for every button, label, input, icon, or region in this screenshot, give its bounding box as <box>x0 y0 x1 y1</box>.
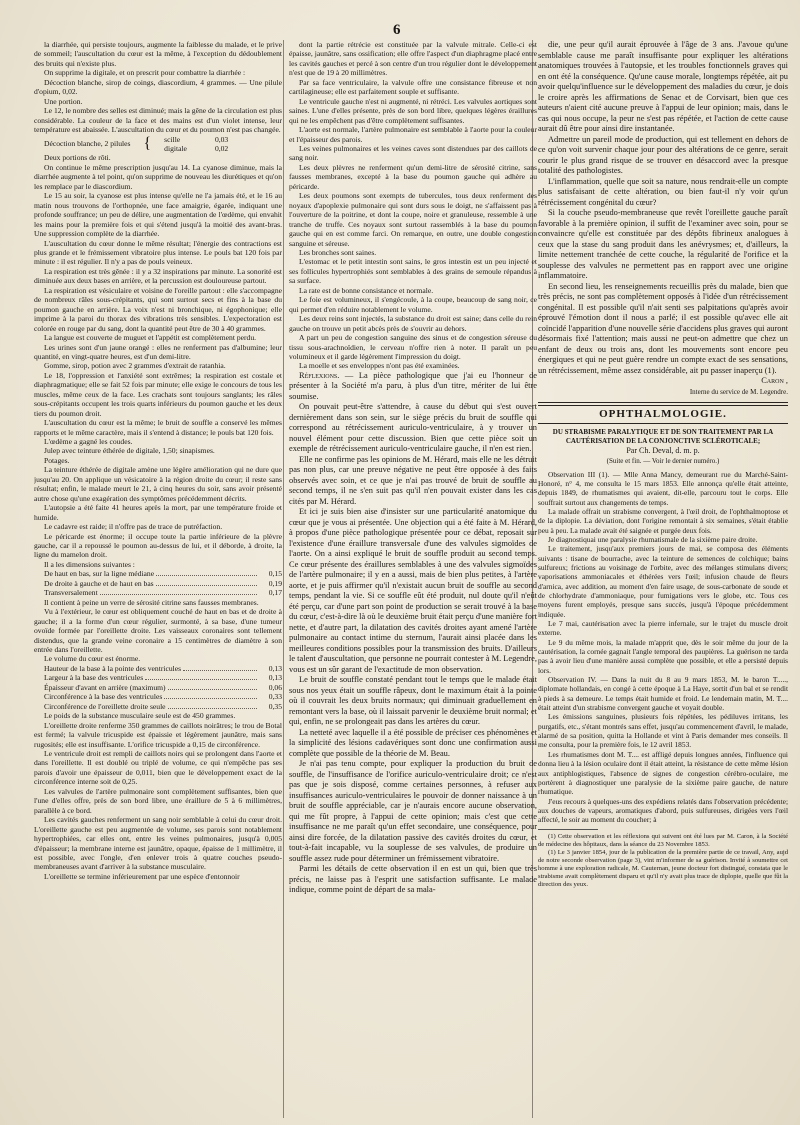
dimension-value: 0,15 <box>268 569 282 579</box>
reflexions-paragraph <box>289 371 537 403</box>
paragraph: dont la partie rétrécie est constituée par la valvule mitrale. Celle-ci est épaisse, jaunâtre, sans ossification; elle offre l'aspect d'un diaphragme placé entre les cavités gauches et percé à son centre d'un trou régulier dont le développement n'est que de 19 à 20 millimètres. <box>289 40 537 78</box>
reflexions-section <box>289 371 537 896</box>
paragraph: La rate est de bonne consistance et normale. <box>299 285 434 295</box>
paragraph-group <box>34 106 282 134</box>
paragraph-group <box>34 598 282 664</box>
prescription: Deux portions de rôti. <box>44 153 111 163</box>
article-note: (Suite et fin. — Voir le dernier numéro.) <box>606 457 720 465</box>
paragraph: (1) Le 3 janvier 1854, jour de la publication de la première partie de ce travail, Any, aujd de notre seconde observation (page 3), vint m'informer de sa guérison. Invité à soumettre cet homme à une exploration radicale, M. Cauternan, jeune docteur fort distingué, constata que le strabisme avait complètement disparu et qu'il n'y avait plus trace de diplopie, quelle que fût la direction des yeux. <box>538 848 788 889</box>
paragraph-group <box>538 40 788 376</box>
paragraph: Et ici je suis bien aise d'insister sur une particularité anatomique du cœur que je vous ai présentée. Une objection qui a été faite à M. Hérard, à propos d'une pièce pathologique présentée pour ce débat, reposait sur l'existence d'une éraillure transversale d'une des valvules sigmoïdes de l'aorte. On a ainsi expliqué le bruit de souffle produit au second temps. Ce cœur présente des éraillures semblables à une des valvules sigmoïdes de l'artère pulmonaire; il y en a aussi, mais de bien plus petites, à l'artère aorte, et je puis affirmer qu'il n'existait aucun bruit de souffle au second temps, pendant la vie. Si ce souffle eût été produit, nul doute qu'il n'eût été perçu, car d'une part son point de production se serait trouvé à la base du cœur, c'est-à-dire là où le deuxième bruit était perçu d'une manière fort nette, et d'autre part, la dilatation des cavités droites ayant amené l'artère pulmonaire au contact intime du sternum, l'aurait ainsi placée dans les meilleures conditions possibles pour la transmission des bruits. D'ailleurs le talent d'auscultation, que personne ne pourrait contester à M. Legendre, vous est un sûr garant de l'exactitude de mon observation. <box>289 507 537 674</box>
paragraph: Gomme, sirop, potion avec 2 grammes d'extrait de ratanhia. <box>44 361 226 371</box>
prescription: Une portion. <box>44 96 83 106</box>
paragraph-group <box>34 40 282 78</box>
prescription: Décoction blanche, sirop de coings, diascordium, 4 grammes. — Une pilule d'opium, 0,02. <box>34 77 282 97</box>
dimension-row <box>34 664 282 673</box>
paragraph: la diarrhée, qui persiste toujours, augmente la faiblesse du malade, et le prive de sommeil; l'auscultation du cœur est la même, à l'exception du dédoublement des bruits qui n'existe plus. <box>34 40 282 68</box>
signature-title: Interne du service de M. Legendre. <box>689 387 788 396</box>
paragraph: On continue le même prescription jusqu'au 14. La cyanose diminue, mais la diarrhée augmente à tel point, qu'on supprime de nouveau les diurétiques et qu'on les remplace par le diascordium. <box>34 162 282 191</box>
dimension-label: Circonférence à la base des ventricules <box>44 692 163 702</box>
dose-value: 0,03 <box>214 134 229 144</box>
paragraph: L'estomac et le petit intestin sont sains, le gros intestin est un peu injecté et ses follicules hypertrophiés sont semblables à des grains de semoule répandus à sa surface. <box>289 257 537 286</box>
paragraph: (1) Cette observation et les réflexions qui suivent ont été lues par M. Caron, à la Société de médecine des hôpitaux, dans la séance du 23 Novembre 1853. <box>538 832 788 848</box>
dimension-row <box>34 673 282 682</box>
paragraph: J'eus recours à quelques-uns des expédiens relatés dans l'observation précédente; aux douches de vapeurs, aromatiques d'abord, puis sulfureuses, dirigées vers l'œil affecté, le soir au moment du coucher; à <box>538 796 788 825</box>
paragraph: La langue est couverte de muguet et l'appétit est complètement perdu. <box>44 333 257 343</box>
section-rule <box>538 402 788 406</box>
paragraph: Les deux plèvres ne renferment qu'un demi-litre de sérosité citrine, sans fausses membranes, excepté à la base du poumon gauche qui adhère au péricarde. <box>289 162 537 191</box>
dose-value: 0,02 <box>214 143 229 153</box>
paragraph: Le péricarde est énorme; il occupe toute la partie inférieure de la plèvre gauche, car il a repoussé le poumon au-dessus de lui, et il déborde, à droite, la ligne du mamelon droit. <box>34 531 282 560</box>
paragraph-group <box>34 711 282 881</box>
brace: { <box>143 134 152 152</box>
paragraph: L'auscultation du cœur est la même; le bruit de souffle a conservé les mêmes rapports et le même caractère, mais il s'entend à distance; le pouls bat 120 fois. <box>34 418 282 437</box>
paragraph: Par sa face ventriculaire, la valvule offre une consistance fibreuse et non cartilagineuse; elle est parfaitement souple et suffisante. <box>289 77 537 97</box>
paragraph: Le 15 au soir, la cyanose est plus intense qu'elle ne l'a jamais été, et le 16 au matin nous trouvons de l'orthopnée, une face amaigrie, égarée, indiquant une profonde souffrance; un peu de délire, une augmentation de l'œdème, qui envahit les mains pour la première fois et qui s'étend jusqu'à la moitié des avant-bras. Une suppression complète de la diarrhée. <box>34 191 282 239</box>
dimension-value: 0,19 <box>268 578 282 588</box>
dimension-value: 0,13 <box>268 663 282 673</box>
paragraph: Admettre un pareil mode de production, qui est tellement en dehors de ce qu'on voit survenir chaque jour pour des altérations de ce genre, serait courir le plus grand risque de se trouver en désaccord avec la presque totalité des pathologistes. <box>538 134 788 175</box>
dimension-label: Épaisseur d'avant en arrière (maximum) <box>44 682 166 692</box>
paragraph: Le 12, le nombre des selles est diminué; mais la gêne de la circulation est plus considérable. La couleur de la face et des mains est d'un violet intense, leur température est abaissée. L'auscultation du cœur et du poumon n'est pas changée. <box>34 106 282 135</box>
paragraph: Les émissions sanguines, plusieurs fois répétées, les pédiluves irritans, les purgatifs, etc., s'étant montrés sans effet, jusqu'au commencement d'avril, le malade, alarmé de sa position, quitta la Hollande et vint à Paris demander mes conseils. Il me consulta, pour la première fois, le 12 avril 1853. <box>538 712 788 750</box>
paragraph: Les deux reins sont injectés, la substance du droit est saine; dans celle du rein gauche on trouve un petit abcès près de s'ouvrir au dehors. <box>289 314 537 333</box>
dot-leader <box>100 594 257 595</box>
page-number: 6 <box>393 22 401 38</box>
paragraph: Le bruit de souffle constaté pendant tout le temps que le malade était sous nos yeux était un souffle râpeux, dont le maximum était à la pointe où il couvrait les deux bruits normaux; qui diminuait graduellement en remontant vers la base, où il laissait parvenir le deuxième bruit normal; et qui, enfin, ne se prolongeait pas dans les artères du cœur. <box>289 675 537 727</box>
reflexions-text: — La pièce pathologique que j'ai eu l'honneur de présenter à la Société m'a paru, à plus d'un titre, mériter de lui être soumise. <box>289 370 537 401</box>
paragraph: Le foie est volumineux, il s'engécoule, à la coupe, beaucoup de sang noir, ce qui permet d'en réduire notablement le volume. <box>289 295 537 314</box>
paragraph: Observation IV. — Dans la nuit du 8 au 9 mars 1853, M. le baron T....., diplomate hollandais, en congé à cette époque à La Haye, sortit d'un bal et se rendit à pieds à sa demeure. Le temps était humide et froid. Le lendemain matin, M. T.... était atteint d'un strabisme convergent gauche et voyait double. <box>538 675 788 713</box>
dimension-label: Hauteur de la base à la pointe des ventricules <box>44 663 182 673</box>
column-2 <box>289 40 537 1118</box>
paragraph: L'oreillette droite renferme 350 grammes de caillots noirâtres; le trou de Botal est fermé; la valvule tricuspide est épaissie et légèrement jaunâtre, mais sans rugosités; elle est insuffisante. L'orifice tricuspide a 0,15 de circonférence. <box>34 720 282 749</box>
paragraph: Le volume du cœur est énorme. <box>44 654 141 664</box>
dimension-label: De haut en bas, sur la ligne médiane <box>44 569 155 579</box>
paragraph: L'aorte est normale, l'artère pulmonaire est semblable à l'aorte pour la couleur et l'épaisseur des parois. <box>289 125 537 144</box>
paragraph: Parmi les détails de cette observation il en est un qui, bien que très précis, ne laisse pas à l'esprit une satisfaction suffisante. Le malade indique, comme point de départ de sa mala- <box>289 864 537 895</box>
paragraph: L'œdème a gagné les coudes. <box>44 437 133 447</box>
column-3 <box>538 40 788 1118</box>
dot-leader <box>156 575 257 576</box>
reflexions-lead: Réflexions. <box>299 370 340 380</box>
paragraph-group <box>538 470 788 825</box>
paragraph: L'auscultation du cœur donne le même résultat; l'énergie des contractions est plus grande et le frémissement vibratoire plus intense. Le pouls bat 120 fois par minute : il est régulier. Il n'y a pas de pouls veineux. <box>34 238 282 267</box>
paragraph: Le poids de la substance musculaire seule est de 450 grammes. <box>44 711 236 721</box>
dose-table <box>34 135 282 154</box>
dose-item: scille <box>164 134 181 144</box>
paragraph: La moelle et ses enveloppes n'ont pas été examinées. <box>299 361 460 371</box>
dimension-value: 0,35 <box>268 701 282 711</box>
dot-leader <box>164 698 256 699</box>
paragraph: Elle ne confirme pas les opinions de M. Hérard, mais elle ne les détruit pas non plus, car une preuve négative ne peut être opposée à des faits observés avec soin, et ce que je n'ai pas trouvé de bruit de souffle au second temps, il ne s'en suit pas qu'il n'en pouvait exister dans les cas cités par M. Hérard. <box>289 454 537 506</box>
footnotes <box>538 833 788 890</box>
section-title: OPHTHALMOLOGIE. <box>599 408 727 420</box>
dimension-row <box>34 579 282 588</box>
signature-name: Caron , <box>761 376 788 385</box>
dimension-row <box>34 569 282 578</box>
dimension-label: Transversalement <box>44 588 98 598</box>
article-author: Par Ch. Deval, d. m. p. <box>626 445 700 455</box>
bleed-through-header <box>230 6 660 22</box>
paragraph: La respiration est vésiculaire et voisine de l'oreille partout : elle s'accompagne de nombreux râles sous-crépitants, qui sont surtout secs et fins à la base du poumon gauche en arrière. La voix n'est ni bronchique, ni égophonique; elle imprime à la paroi du thorax des vibrations très sensibles. L'expectoration est colorée en rouge par du sang, dont la quantité peut être de 30 à 40 grammes. <box>34 285 282 333</box>
paragraph: die, une peur qu'il aurait éprouvée à l'âge de 3 ans. J'avoue qu'une semblable cause me paraît insuffisante pour expliquer les altérations anatomiques trouvées à l'autopsie, et les troubles fonctionnels graves qui en ont été la conséquence. Qu'une cause morale, longtemps répétée, ait pu avoir quelqu'influence sur le développement des maladies du cœur, je dois le croire après les affirmations de Senac et de Corvisart, bien que ces auteurs n'aient cité aucune preuve à l'appui de leur opinion; mais, dans le cas qui nous occupe, la peur ne s'est pas répétée, et l'action de cette cause aurait dû être pour ainsi dire instantanée. <box>538 40 788 133</box>
paragraph: La malade offrait un strabisme convergent, à l'œil droit, de l'ophthalmoptose et de la diplopie. La déviation, dont l'origine remontait à six semaines, s'était établie peu à peu. La malade avait été saignée et purgée deux fois. <box>538 506 788 535</box>
paragraph-group <box>289 40 537 371</box>
dimension-label: De droite à gauche et de haut en bas <box>44 578 154 588</box>
paragraph: Je diagnostiquai une paralysie rhumatismale de la sixième paire droite. <box>548 534 758 544</box>
paragraph: Le traitement, jusqu'aux premiers jours de mai, se composa des éléments suivants : tisane de bourrache, avec la teinture de semences de colchique; bains sulfureux; frictions au voisinage de l'orbite, avec des mélanges stimulans divers; vaporisations ammoniacales et éthérées vers l'œil; infusion chaude de fleurs d'arnica, avec addition, au moment d'en faire usage, de sous-carbonate de soude et de chlorhydrate d'ammoniaque, pour fumigations vers le globe, etc. Tous ces moyens furent employés, presque sans succès, jusqu'à l'époque précédemment indiquée. <box>538 544 788 619</box>
dose-items <box>154 135 187 154</box>
dose-item: digitale <box>164 143 187 153</box>
dimension-label: Circonférence de l'oreillette droite seule <box>44 701 166 711</box>
paragraph: Vu à l'extérieur, le cœur est obliquement couché de haut en bas et de droite à gauche; il a la forme d'un cœur régulier, surmonté, à sa base, d'une tumeur ovoïde formée par l'oreillette droite. Les vaisseaux coronaires sont tellement distendus, que la grande veine coronaire a 15 centimètres de diamètre à son entrée dans l'oreillette. <box>34 607 282 654</box>
paragraph: En second lieu, les renseignements recueillis près du malade, bien que très précis, ne sont pas complètement opposés à l'idée d'un rétrécissement congénital. Il est possible qu'il n'ait senti ses palpitations qu'après avoir éprouvé l'émotion dont il nous a parlé; il est possible qu'avec elle ait coïncidé l'apparition d'une nouvelle série d'accidens plus graves qui auront désormais fixé l'attention; mais aussi ne peut-on admettre que chez un enfant de deux ou trois ans, dont les mouvements sont encore peu énergiques et qui ne peut guère rendre un compte exact de ses sensations, un rétrécissement, même assez considérable, ait pu passer inaperçu (1). <box>538 281 788 375</box>
dimension-row <box>34 692 282 701</box>
paragraph: Le 7 mai, cautérisation avec la pierre infernale, sur le trajet du muscle droit externe. <box>538 619 788 638</box>
dot-leader <box>156 585 257 586</box>
ophthalmology-body <box>538 470 788 890</box>
dimension-table <box>34 664 282 711</box>
paragraph: A part un peu de congestion sanguine des sinus et de congestion séreuse du tissu sous-arachnoïdien, le cerveau n'offre rien à noter. Il paraît un peu volumineux et il garde légèrement l'impression du doigt. <box>289 333 537 361</box>
paragraph: Potages. <box>44 455 70 465</box>
dot-leader <box>168 689 257 690</box>
paragraph: L'autopsie a été faite 41 heures après la mort, par une température froide et humide. <box>34 503 282 522</box>
dimension-value: 0,13 <box>268 673 282 683</box>
paragraph: Les rhumatismes dont M. T.... est affligé depuis longues années, l'influence qui donna lieu à la lésion oculaire dont il était atteint, la résistance de cette même lésion aux antiphlogistiques, l'absence de signes de congestion cérébro-oculaire, me portèrent à diagnostiquer une paralysie de la sixième paire gauche, de nature rhumatique. <box>538 749 788 797</box>
paragraph: On pouvait peut-être s'attendre, à cause du début qui s'est ouvert dernièrement dans son sein, sur le siège précis du bruit de souffle qui correspond au rétrécissement auriculo-ventriculaire, à y trouver un nouvel élément pour cette discussion. Bien que cette pièce soit un exemple de rétrécissement auriculo-ventriculaire gauche, il n'en est rien. <box>289 402 537 454</box>
paragraph: La teinture éthérée de digitale amène une légère amélioration qui ne dure que jusqu'au 20. On applique un vésicatoire à la région droite du cœur; il reste sans résultat; enfin, le malade meurt le 21, à cinq heures du soir, sans avoir présenté autre chose qu'une exagération des symptômes précédemment décrits. <box>34 465 282 503</box>
paragraph: Les valvules de l'artère pulmonaire sont complètement suffisantes, bien que l'une d'elles offre, près de son bord libre, une éraillure de 5 à 6 millimètres, parallèle à ce bord. <box>34 786 282 815</box>
dimension-table <box>34 569 282 597</box>
paragraph: Observation III (1). — Mlle Anna Mancy, demeurant rue du Marché-Saint-Honoré, n° 4, me consulta le 15 mars 1853. Elle annonça qu'elle était atteinte, depuis 1849, de rhumatismes qui avaient, dit-elle, parcouru tout le corps. Elle souffrait surtout aux changements de temps. <box>538 469 788 507</box>
paragraph: Le ventricule gauche n'est ni augmenté, ni rétréci. Les valvules aortiques sont saines. L'une d'elles présente, près de son bord libre, quelques légères éraillures qui ne les empêchent pas d'être complètement suffisantes. <box>289 96 537 125</box>
paragraph: L'inflammation, quelle que soit sa nature, nous rendrait-elle un compte plus satisfaisant de cette altération, ou bien faut-il n'y voir qu'un rétrécissement congénital du cœur? <box>538 176 788 207</box>
dimension-value: 0,06 <box>268 682 282 692</box>
paragraph: On supprime la digitale, et on prescrit pour combattre la diarrhée : <box>44 68 246 78</box>
paragraph-group <box>34 163 282 569</box>
paragraph: Les cavités gauches renferment un sang noir semblable à celui du cœur droit. L'oreillette gauche est peu augmentée de volume, ses parois sont notablement hypertrophiées, car elles ont, entre les veines pulmonaires, jusqu'à 0,005 d'épaisseur; la membrane interne est jaunâtre, opaque, épaisse de 1 millimètre, il est possible, avec l'ongle, d'en enlever trois à quatre couches pseudo-membraneuses avant d'arriver à la substance musculaire. <box>34 815 282 872</box>
dimension-value: 0,17 <box>268 588 282 598</box>
paragraph: L'oreillette se termine inférieurement par une espèce d'entonnoir <box>44 871 240 881</box>
paragraph: Les bronches sont saines. <box>299 247 377 257</box>
paragraph: Les veines pulmonaires et les veines caves sont distendues par des caillots de sang noir. <box>289 143 537 163</box>
column-1 <box>34 40 282 1118</box>
dose-values <box>205 135 228 154</box>
paragraph: Si la couche pseudo-membraneuse que revêt l'oreillette gauche paraît favorable à la première opinion, il suffit de l'examiner avec soin, pour se convaincre qu'elle est constituée par des dépôts fibrineux analogues à ceux que la stase du sang produit dans les anévrysmes; et, d'ailleurs, la limite nettement tranchée de cette couche, la régularité de l'orifice et la souplesse des valvules ne permettent pas en rapport avec une origine inflammatoire. <box>538 208 788 280</box>
paragraph-group <box>289 402 537 896</box>
paragraph: Les deux poumons sont exempts de tubercules, tous deux renferment des noyaux d'apoplexie pulmonaire qui sont durs sous le doigt, ne s'affaissent pas à l'ouverture de la poitrine, et dont la coupe, noire et granuleuse, ressemble à une tranche de truffe. Ces noyaux sont surtout rassemblés à la base du poumon gauche qui en est comme farci. On remarque, en outre, une double congestion sanguine et séreuse. <box>289 191 537 248</box>
paragraph: Les urines sont d'un jaune orangé : elles ne renferment pas d'albumine; leur quantité, en vingt-quatre heures, est d'un demi-litre. <box>34 342 282 361</box>
dot-leader <box>183 670 257 671</box>
paragraph: Julep avec teinture éthérée de digitale, 1,50; sinapismes. <box>44 446 215 456</box>
dose-lead: Décoction blanche, 2 pilules <box>44 139 131 149</box>
dimension-row <box>34 683 282 692</box>
article-title: DU STRABISME PARALYTIQUE ET DE SON TRAITEMENT PAR LA CAUTÉRISATION DE LA CONJONCTIVE SCLÉROTICALE; <box>552 427 774 445</box>
column-rule <box>283 40 284 1118</box>
paragraph: Le cadavre est raide; il n'offre pas de trace de putréfaction. <box>44 522 223 532</box>
dimension-label: Largeur à la base des ventricules <box>44 673 144 683</box>
section-rule <box>538 423 788 424</box>
paragraph: Il contient à peine un verre de sérosité citrine sans fausses membranes. <box>44 597 259 607</box>
dot-leader <box>145 679 257 680</box>
paragraph: La netteté avec laquelle il a été possible de préciser ces phénomènes et la simplicité des lésions cadavériques sont donc une confirmation aussi complète que possible de la théorie de M. Beau. <box>289 727 537 758</box>
paragraph: Je n'ai pas tenu compte, pour expliquer la production du bruit de souffle, de l'insuffisance de l'orifice auriculo-ventriculaire droit; ce n'est pas que je sois disposé, comme certaines personnes, à refuser aux insuffisances auriculo-ventriculaires le pouvoir de donner naissance à un bruit de souffle appréciable, car je n'aurais encore aucune observation, qui me fût propre, à l'appui de cette opinion; mais c'est que cette insuffisance ne me paraît qu'un effet secondaire, une conséquence, pour ainsi dire forcée, de la dilatation passive des cavités droites du cœur, et tout-à-fait incapable, vu la souplesse de ses valvules, de produire un souffle assez rude pour déterminer un frémissement vibratoire. <box>289 759 537 863</box>
paragraph: Le ventricule droit est rempli de caillots noirs qui se prolongent dans l'aorte et dans l'oreillette. Il est doublé ou triplé de volume, ce qui n'empêche pas ses parois d'avoir une épaisseur de 0,011, bien que le développement exact de la circonférence interne soit de 0,25. <box>34 748 282 787</box>
dot-leader <box>168 708 257 709</box>
paragraph: La respiration est très gênée : il y a 32 inspirations par minute. La sonorité est diminuée aux deux bases en arrière, et la percussion est douloureuse partout. <box>34 266 282 286</box>
paragraph: Le 18, l'oppression et l'anxiété sont extrêmes; la respiration est costale et diaphragmatique; elle se fait 52 fois par minute; elle exige le concours de tous les muscles, même ceux de la face. Les crachats sont toujours sanglants; les râles sous-crépitants occupent les trois quarts inférieurs du poumon gauche et les deux tiers du poumon droit. <box>34 370 282 418</box>
dimension-row <box>34 588 282 597</box>
dimension-row <box>34 702 282 711</box>
paragraph: Le 9 du même mois, la malade m'apprit que, dès le soir même du jour de la cautérisation, la cornée gagnait l'angle temporal des paupières. La guérison ne tarda pas à avoir lieu d'une manière aussi complète que possible, et elle a persisté depuis lors. <box>538 637 788 675</box>
dimension-value: 0,33 <box>268 692 282 702</box>
paragraph: Il a les dimensions suivantes : <box>44 559 135 569</box>
footnote-rule <box>538 829 598 830</box>
